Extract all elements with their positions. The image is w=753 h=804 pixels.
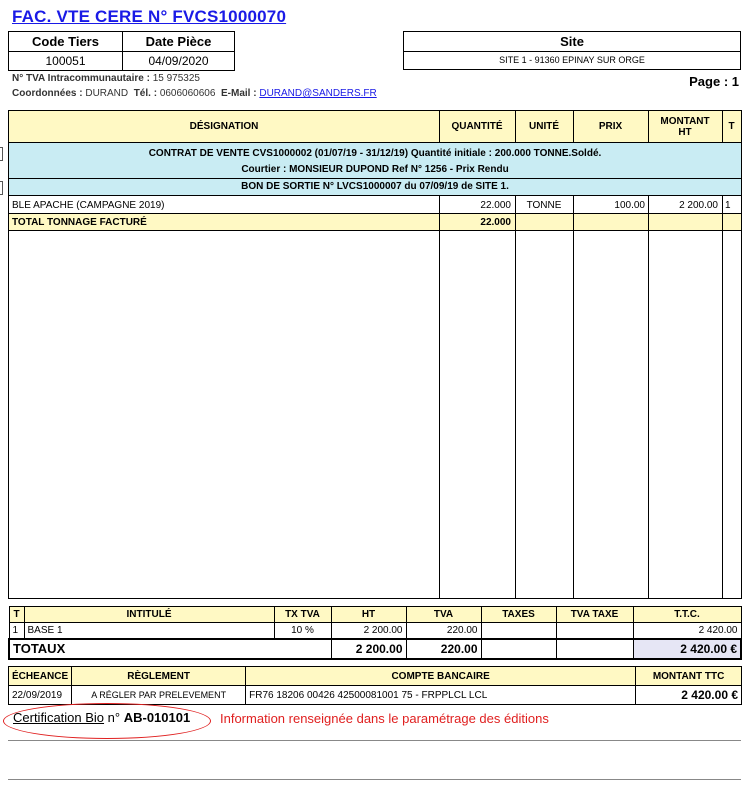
- item-montant: 2 200.00: [679, 199, 718, 211]
- tot-taxes: [481, 623, 556, 639]
- col-divider: [648, 111, 649, 143]
- tot-ht: 2 200.00: [331, 623, 406, 639]
- col-divider: [515, 111, 516, 143]
- total-tonnage-value: 22.000: [480, 216, 511, 228]
- site-box: [403, 31, 741, 70]
- reg-echeance: 22/09/2019: [9, 686, 72, 705]
- col-divider: [648, 214, 649, 230]
- annotation-note: Information renseignée dans le paramétrage des éditions: [220, 711, 549, 726]
- tva-label: N° TVA Intracommunautaire :: [12, 73, 150, 84]
- tot-tva-taxe: [556, 623, 633, 639]
- date-piece-value: 04/09/2020: [122, 52, 234, 71]
- tva-value: 15 975325: [152, 73, 200, 84]
- totaux-tva-taxe: [556, 639, 633, 659]
- side-marker: [0, 181, 3, 195]
- code-tiers-label: Code Tiers: [9, 32, 123, 52]
- contract-line-2: Courtier : MONSIEUR DUPOND Ref N° 1256 - Prix Rendu: [241, 164, 509, 175]
- reg-compte: FR76 18206 00426 42500081001 75 - FRPPLCL LCL: [246, 686, 636, 705]
- coordonnees-info: [12, 88, 377, 99]
- table-row: [9, 686, 742, 705]
- tot-intitule: BASE 1: [24, 623, 274, 639]
- contract-block: [9, 143, 741, 179]
- email-link[interactable]: DURAND@SANDERS.FR: [259, 88, 377, 99]
- site-value: SITE 1 - 91360 EPINAY SUR ORGE: [499, 55, 645, 65]
- col-divider: [573, 196, 574, 598]
- tel-value: 0606060606: [159, 88, 216, 99]
- col-divider: [722, 196, 723, 598]
- reg-header-compte: COMPTE BANCAIRE: [246, 667, 636, 686]
- tot-header-tva: TVA: [406, 607, 481, 623]
- total-tonnage-row: [9, 213, 741, 231]
- tot-header-ht: HT: [331, 607, 406, 623]
- totals-table: [8, 606, 742, 660]
- invoice-lines-grid: [8, 110, 742, 599]
- code-tiers-value: 100051: [9, 52, 123, 71]
- item-designation: BLE APACHE (CAMPAGNE 2019): [12, 199, 165, 211]
- email-label: E-Mail :: [221, 88, 257, 99]
- side-marker: [0, 147, 3, 161]
- divider-line: [8, 779, 741, 780]
- item-t: 1: [725, 199, 731, 211]
- col-header-unite: UNITÉ: [515, 111, 573, 143]
- page-number: Page : 1: [689, 74, 739, 89]
- item-unite: TONNE: [526, 199, 562, 211]
- tot-header-intitule: INTITULÉ: [24, 607, 274, 623]
- tot-tx-tva: 10 %: [274, 623, 331, 639]
- tot-tva: 220.00: [406, 623, 481, 639]
- tot-ttc: 2 420.00: [633, 623, 741, 639]
- col-divider: [722, 214, 723, 230]
- reglement-table: [8, 666, 742, 705]
- date-piece-label: Date Pièce: [122, 32, 234, 52]
- reg-header-reglement: RÈGLEMENT: [72, 667, 246, 686]
- col-header-quantite: QUANTITÉ: [439, 111, 515, 143]
- tot-header-ttc: T.T.C.: [633, 607, 741, 623]
- reg-reglement: A RÉGLER PAR PRELEVEMENT: [72, 686, 246, 705]
- reg-montant: 2 420.00 €: [636, 686, 742, 705]
- coord-name: DURAND: [85, 88, 129, 99]
- certification-bio: [13, 710, 190, 725]
- tot-header-taxes: TAXES: [481, 607, 556, 623]
- col-divider: [439, 214, 440, 230]
- totaux-label: TOTAUX: [9, 639, 331, 659]
- tel-label: Tél. :: [133, 88, 158, 99]
- col-header-designation: DÉSIGNATION: [9, 111, 439, 143]
- site-label: Site: [404, 32, 740, 52]
- col-divider: [515, 214, 516, 230]
- totaux-ht: 2 200.00: [331, 639, 406, 659]
- totaux-tva: 220.00: [406, 639, 481, 659]
- totaux-taxes: [481, 639, 556, 659]
- col-header-t: T: [722, 111, 741, 143]
- header-box: [8, 31, 235, 71]
- tot-t: 1: [9, 623, 24, 639]
- certification-label-rest: n°: [104, 710, 121, 725]
- item-quantite: 22.000: [480, 199, 511, 211]
- col-divider: [648, 196, 649, 598]
- table-row: [9, 623, 741, 639]
- col-divider: [515, 196, 516, 598]
- col-divider: [439, 111, 440, 143]
- certification-label: Certification Bio: [13, 710, 105, 725]
- tot-header-tva-taxe: TVA TAXE: [556, 607, 633, 623]
- col-header-prix: PRIX: [573, 111, 648, 143]
- col-divider: [573, 214, 574, 230]
- divider-line: [8, 740, 741, 741]
- contract-line-1: CONTRAT DE VENTE CVS1000002 (01/07/19 - 31/12/19) Quantité initiale : 200.000 TONNE.Soldé.: [148, 148, 602, 159]
- col-divider: [573, 111, 574, 143]
- coord-label: Coordonnées :: [12, 88, 83, 99]
- item-prix: 100.00: [614, 199, 645, 211]
- tot-header-t: T: [9, 607, 24, 623]
- col-divider: [722, 111, 723, 143]
- tot-header-tx-tva: TX TVA: [274, 607, 331, 623]
- invoice-title: FAC. VTE CERE N° FVCS1000070: [12, 7, 287, 26]
- certification-number: AB-010101: [123, 710, 191, 725]
- bon-sortie-row: BON DE SORTIE N° LVCS1000007 du 07/09/19 de SITE 1.: [9, 179, 741, 196]
- total-tonnage-label: TOTAL TONNAGE FACTURÉ: [12, 216, 147, 228]
- reg-header-montant: MONTANT TTC: [636, 667, 742, 686]
- col-header-montant: MONTANT HT: [648, 111, 722, 143]
- totaux-row: [9, 639, 741, 659]
- tva-info: [12, 73, 200, 84]
- reg-header-echeance: ÉCHEANCE: [9, 667, 72, 686]
- col-divider: [439, 196, 440, 598]
- totaux-ttc: 2 420.00 €: [633, 639, 741, 659]
